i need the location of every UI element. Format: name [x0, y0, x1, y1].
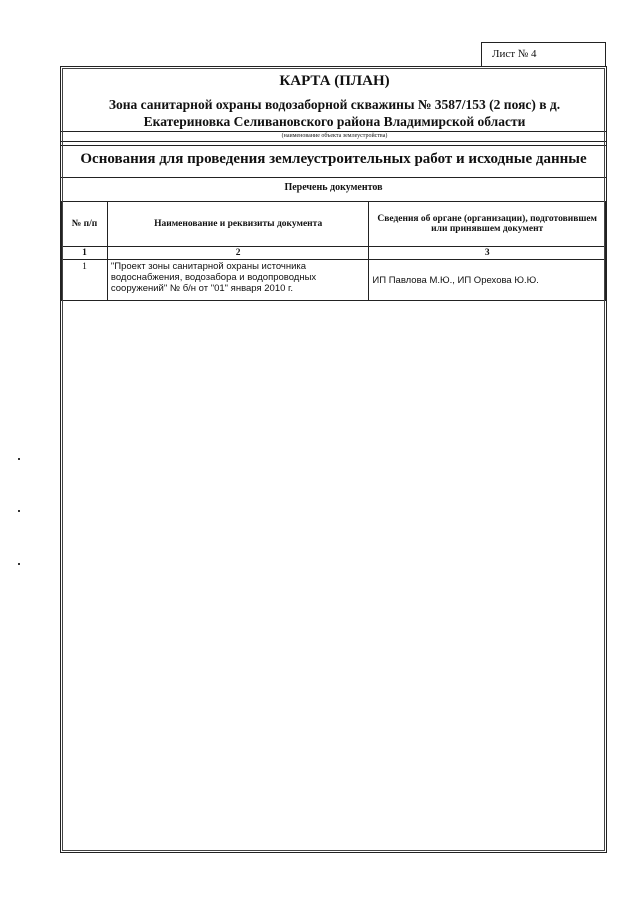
section-title: Основания для проведения землеустроительных работ и исходные данные: [80, 151, 587, 167]
table-row: [62, 260, 606, 301]
sheet-number-label: Лист № 4: [481, 42, 606, 66]
divider: [61, 131, 606, 132]
divider: [61, 141, 606, 142]
object-name-line-2: Екатериновка Селивановского района Владимирской области: [143, 114, 526, 129]
margin-mark: [18, 458, 20, 460]
object-name-line-1: Зона санитарной охраны водозаборной скважины № 3587/153 (2 пояс) в д.: [108, 97, 561, 112]
column-header-organization: Сведения об органе (организации), подготовившем или принявшем документ: [369, 202, 606, 247]
table-header-row: [62, 202, 606, 247]
row-number: 1: [62, 260, 108, 301]
column-number-row: [62, 247, 606, 260]
column-number: 3: [369, 247, 606, 260]
page-title: КАРТА (ПЛАН): [279, 73, 390, 89]
document-name: "Проект зоны санитарной охраны источника водоснабжения, водозабора и водопроводных сооружений" № б/н от "01" января 2010 г.: [107, 260, 369, 301]
divider: [61, 177, 606, 178]
column-number: 1: [62, 247, 108, 260]
document-frame: [60, 66, 607, 853]
margin-mark: [18, 510, 20, 512]
document-organization: ИП Павлова М.Ю., ИП Орехова Ю.Ю.: [369, 260, 606, 301]
column-number: 2: [107, 247, 369, 260]
documents-list-title: Перечень документов: [284, 182, 383, 193]
object-name-caption: (наименование объекта землеустройства): [281, 133, 388, 139]
column-header-document: Наименование и реквизиты документа: [107, 202, 369, 247]
column-header-number: № п/п: [62, 202, 108, 247]
documents-table: [61, 201, 606, 301]
divider: [61, 145, 606, 146]
margin-mark: [18, 563, 20, 565]
